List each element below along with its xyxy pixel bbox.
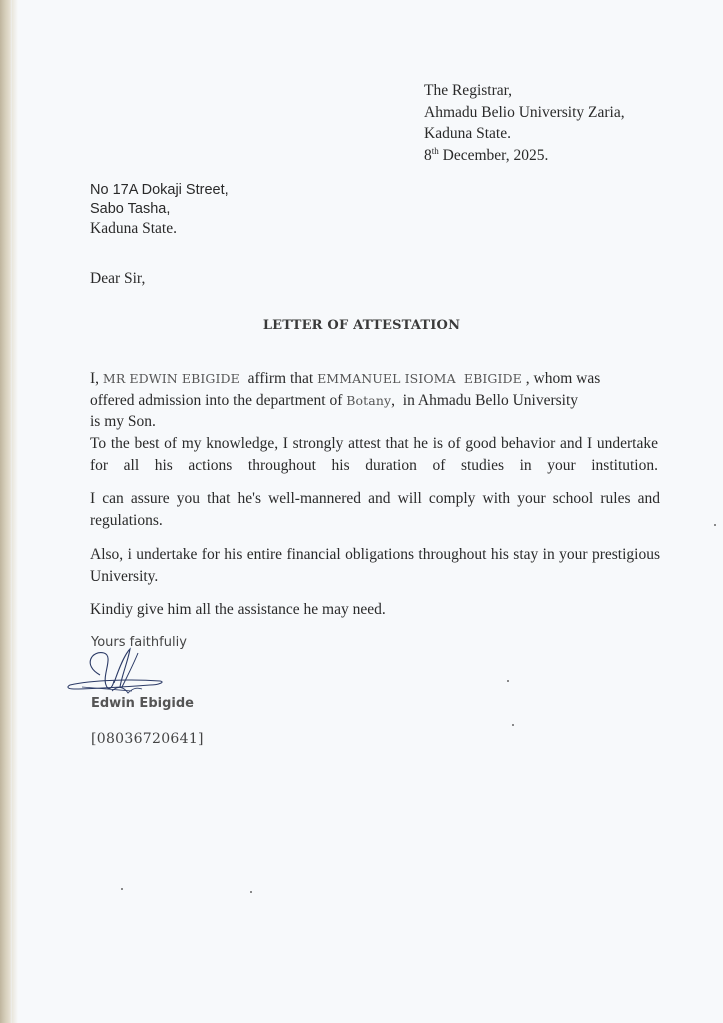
date-day: 8 [424, 146, 432, 164]
signatory-name: Edwin Ebigide [91, 696, 194, 711]
recipient-line: Ahmadu Belio University Zaria, [424, 103, 625, 121]
letter-title: LETTER OF ATTESTATION [262, 318, 461, 333]
sender-line: Kaduna State. [90, 220, 177, 237]
scan-speck [512, 724, 514, 726]
letter-date [424, 145, 625, 167]
scan-speck [507, 680, 509, 682]
scanned-page-edge [0, 0, 12, 1023]
paragraph-assurance: I can assure you that he's well-mannered and will comply with your school rules and regulations. [90, 490, 660, 529]
scan-speck [714, 524, 716, 526]
parent-name: MR EDWIN EBIGIDE [102, 371, 240, 386]
scanned-page-edge-shadow [12, 0, 18, 1023]
affirmation-line-1 [90, 368, 660, 390]
complimentary-close: Yours faithfuliy [91, 635, 187, 650]
sender-line: No 17A Dokaji Street, [90, 182, 229, 198]
scan-speck [121, 888, 123, 890]
sender-line: Sabo Tasha, [90, 201, 171, 217]
recipient-line: Kaduna State. [424, 125, 511, 142]
text-fragment: offered admission into the department of [90, 391, 347, 409]
recipient-address [424, 80, 625, 166]
text-fragment: , in Ahmadu Bello University [391, 391, 579, 409]
date-suffix: th [431, 145, 439, 156]
date-rest: December, 2025. [438, 146, 549, 164]
text-fragment: affirm that [239, 370, 318, 387]
text-fragment: , whom was [521, 370, 601, 387]
paragraph-affirmation [90, 368, 660, 433]
affirmation-line-3: is my Son. [90, 413, 156, 430]
department-name: Botany [346, 392, 392, 408]
paragraph-request: Kindiy give him all the assistance he may need. [90, 601, 386, 618]
salutation: Dear Sir, [90, 270, 146, 287]
affirmation-line-2 [90, 390, 660, 412]
sender-address [90, 181, 229, 238]
recipient-line: The Registrar, [424, 82, 513, 99]
signatory-phone: [08036720641] [91, 731, 204, 747]
paragraph-financial-undertaking: Also, i undertake for his entire financial obligations throughout his stay in your prestigious University. [90, 546, 660, 585]
text-fragment: I, [90, 370, 103, 387]
child-name: EMMANUEL ISIOMA EBIGIDE [317, 371, 522, 386]
paragraph-character-attestation: To the best of my knowledge, I strongly attest that he is of good behavior and I undertake for all his actions throughout his duration of studies in your institution. [90, 435, 658, 474]
scan-speck [250, 891, 252, 893]
